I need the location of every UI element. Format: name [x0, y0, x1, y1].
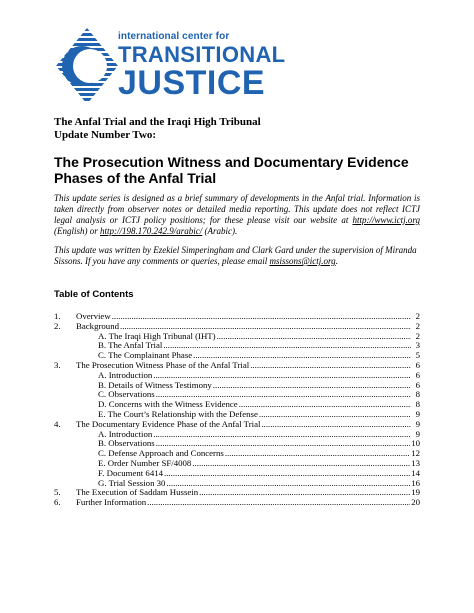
toc-entry-number: 1. [54, 311, 61, 321]
toc-entry-label: A. Introduction [98, 428, 153, 439]
toc-entry-label: C. Observations [98, 389, 155, 400]
toc-dot-leader [192, 459, 410, 469]
intro-text: This update series is designed as a brief summary of developments in the Anfal trial. Information is taken directly from observer notes or detailed media reporting. This update does not reflect ICTJ legal analysis or ICTJ policy positions; for these please visit our website at [54, 193, 420, 225]
toc-entry-page: 6 [415, 379, 420, 390]
toc-entry-label: C. The Complainant Phase [98, 350, 193, 361]
toc-entry-label: D. Concerns with the Witness Evidence [98, 399, 238, 410]
toc-heading: Table of Contents [54, 289, 134, 300]
toc-entry-label: A. The Iraqi High Tribunal (IHT) [98, 330, 216, 341]
logo-line2: TRANSITIONAL [118, 42, 286, 67]
toc-entry-page: 9 [415, 428, 420, 439]
document-title: The Prosecution Witness and Documentary Evidence Phases of the Anfal Trial [54, 154, 409, 186]
ictj-logo [54, 26, 286, 106]
authors-end: . [335, 256, 338, 266]
toc-entry-page: 19 [411, 487, 420, 498]
intro-paragraph [54, 193, 420, 237]
ictj-emblem-icon [54, 26, 120, 106]
toc-entry-page: 6 [415, 369, 420, 380]
toc-dot-leader [213, 381, 411, 391]
toc-entry-page: 8 [415, 389, 420, 400]
toc-entry-label: A. Introduction [98, 369, 153, 380]
toc-entry-label: Overview [76, 311, 111, 321]
authors-text: This update was written by Ezekiel Simperingham and Clark Gard under the supervision of Miranda Sissons. If you have any comments or queries, please email [54, 245, 417, 266]
toc-entry-label: B. Details of Witness Testimony [98, 379, 212, 390]
document-subheading [54, 116, 261, 142]
toc-dot-leader [199, 488, 410, 498]
intro-mid: (English) or [54, 226, 100, 236]
toc-entry-page: 3 [415, 340, 420, 351]
toc-dot-leader [225, 449, 410, 459]
toc-entry-page: 8 [415, 399, 420, 410]
toc-entry-label: C. Defense Approach and Concerns [98, 448, 224, 459]
toc-entry-page: 10 [411, 438, 420, 449]
toc-entry-label: B. The Anfal Trial [98, 340, 163, 351]
toc-dot-leader [147, 498, 410, 508]
toc-dot-leader [163, 341, 411, 351]
toc-dot-leader [239, 400, 411, 410]
logo-line3: JUSTICE [118, 64, 266, 102]
logo-line1: international center for [118, 31, 230, 42]
toc-entry-number: 5. [54, 487, 61, 498]
authors-paragraph [54, 245, 420, 267]
toc-dot-leader [261, 420, 411, 430]
toc-entry-page: 2 [415, 330, 420, 341]
toc-entry-label: The Execution of Saddam Hussein [76, 487, 199, 498]
toc-entry-page: 2 [415, 311, 420, 321]
toc-dot-leader [153, 430, 411, 440]
toc-entry-label: The Documentary Evidence Phase of the Anfal Trial [76, 418, 261, 429]
toc-entry[interactable] [54, 498, 420, 508]
toc-entry-page: 6 [415, 359, 420, 370]
toc-dot-leader [259, 410, 411, 420]
toc-entry-label: Background [76, 320, 119, 331]
toc-entry-number: 4. [54, 418, 61, 429]
toc-entry-label: E. Order Number SF/4008 [98, 457, 192, 468]
toc-entry-label: The Prosecution Witness Phase of the Anfal Trial [76, 359, 250, 370]
toc-entry-page: 20 [411, 497, 420, 508]
toc-entry-label: Further Information [76, 497, 147, 508]
toc-entry-number: 6. [54, 497, 61, 508]
toc-entry-label: G. Trial Session 30 [98, 477, 166, 488]
subheading-line2: Update Number Two: [54, 129, 157, 141]
toc-entry-page: 13 [411, 457, 420, 468]
toc-entry-label: E. The Court’s Relationship with the Defense [98, 408, 258, 419]
toc-entry-label: B. Observations [98, 438, 155, 449]
toc-dot-leader [217, 332, 411, 342]
toc-dot-leader [250, 361, 411, 371]
toc-dot-leader [164, 469, 410, 479]
subheading-line1: The Anfal Trial and the Iraqi High Tribunal [54, 116, 261, 128]
toc-entry-page: 2 [415, 320, 420, 331]
toc-dot-leader [112, 312, 411, 322]
toc-entry-number: 3. [54, 359, 61, 370]
toc-entry-page: 5 [415, 350, 420, 361]
toc-entry-page: 9 [415, 408, 420, 419]
contact-email-link[interactable]: msissons@ictj.org [269, 256, 336, 266]
intro-end: (Arabic). [202, 226, 238, 236]
ictj-english-link[interactable]: http://www.ictj.org [352, 215, 420, 225]
ictj-arabic-link[interactable]: http://198.170.242.9/arabic/ [100, 226, 203, 236]
toc-entry-page: 16 [411, 477, 420, 488]
table-of-contents [54, 312, 420, 508]
toc-dot-leader [166, 479, 410, 489]
toc-entry-page: 9 [415, 418, 420, 429]
toc-entry-label: F. Document 6414 [98, 467, 164, 478]
toc-entry-page: 14 [411, 467, 420, 478]
toc-entry-number: 2. [54, 320, 61, 331]
toc-entry-page: 12 [411, 448, 420, 459]
